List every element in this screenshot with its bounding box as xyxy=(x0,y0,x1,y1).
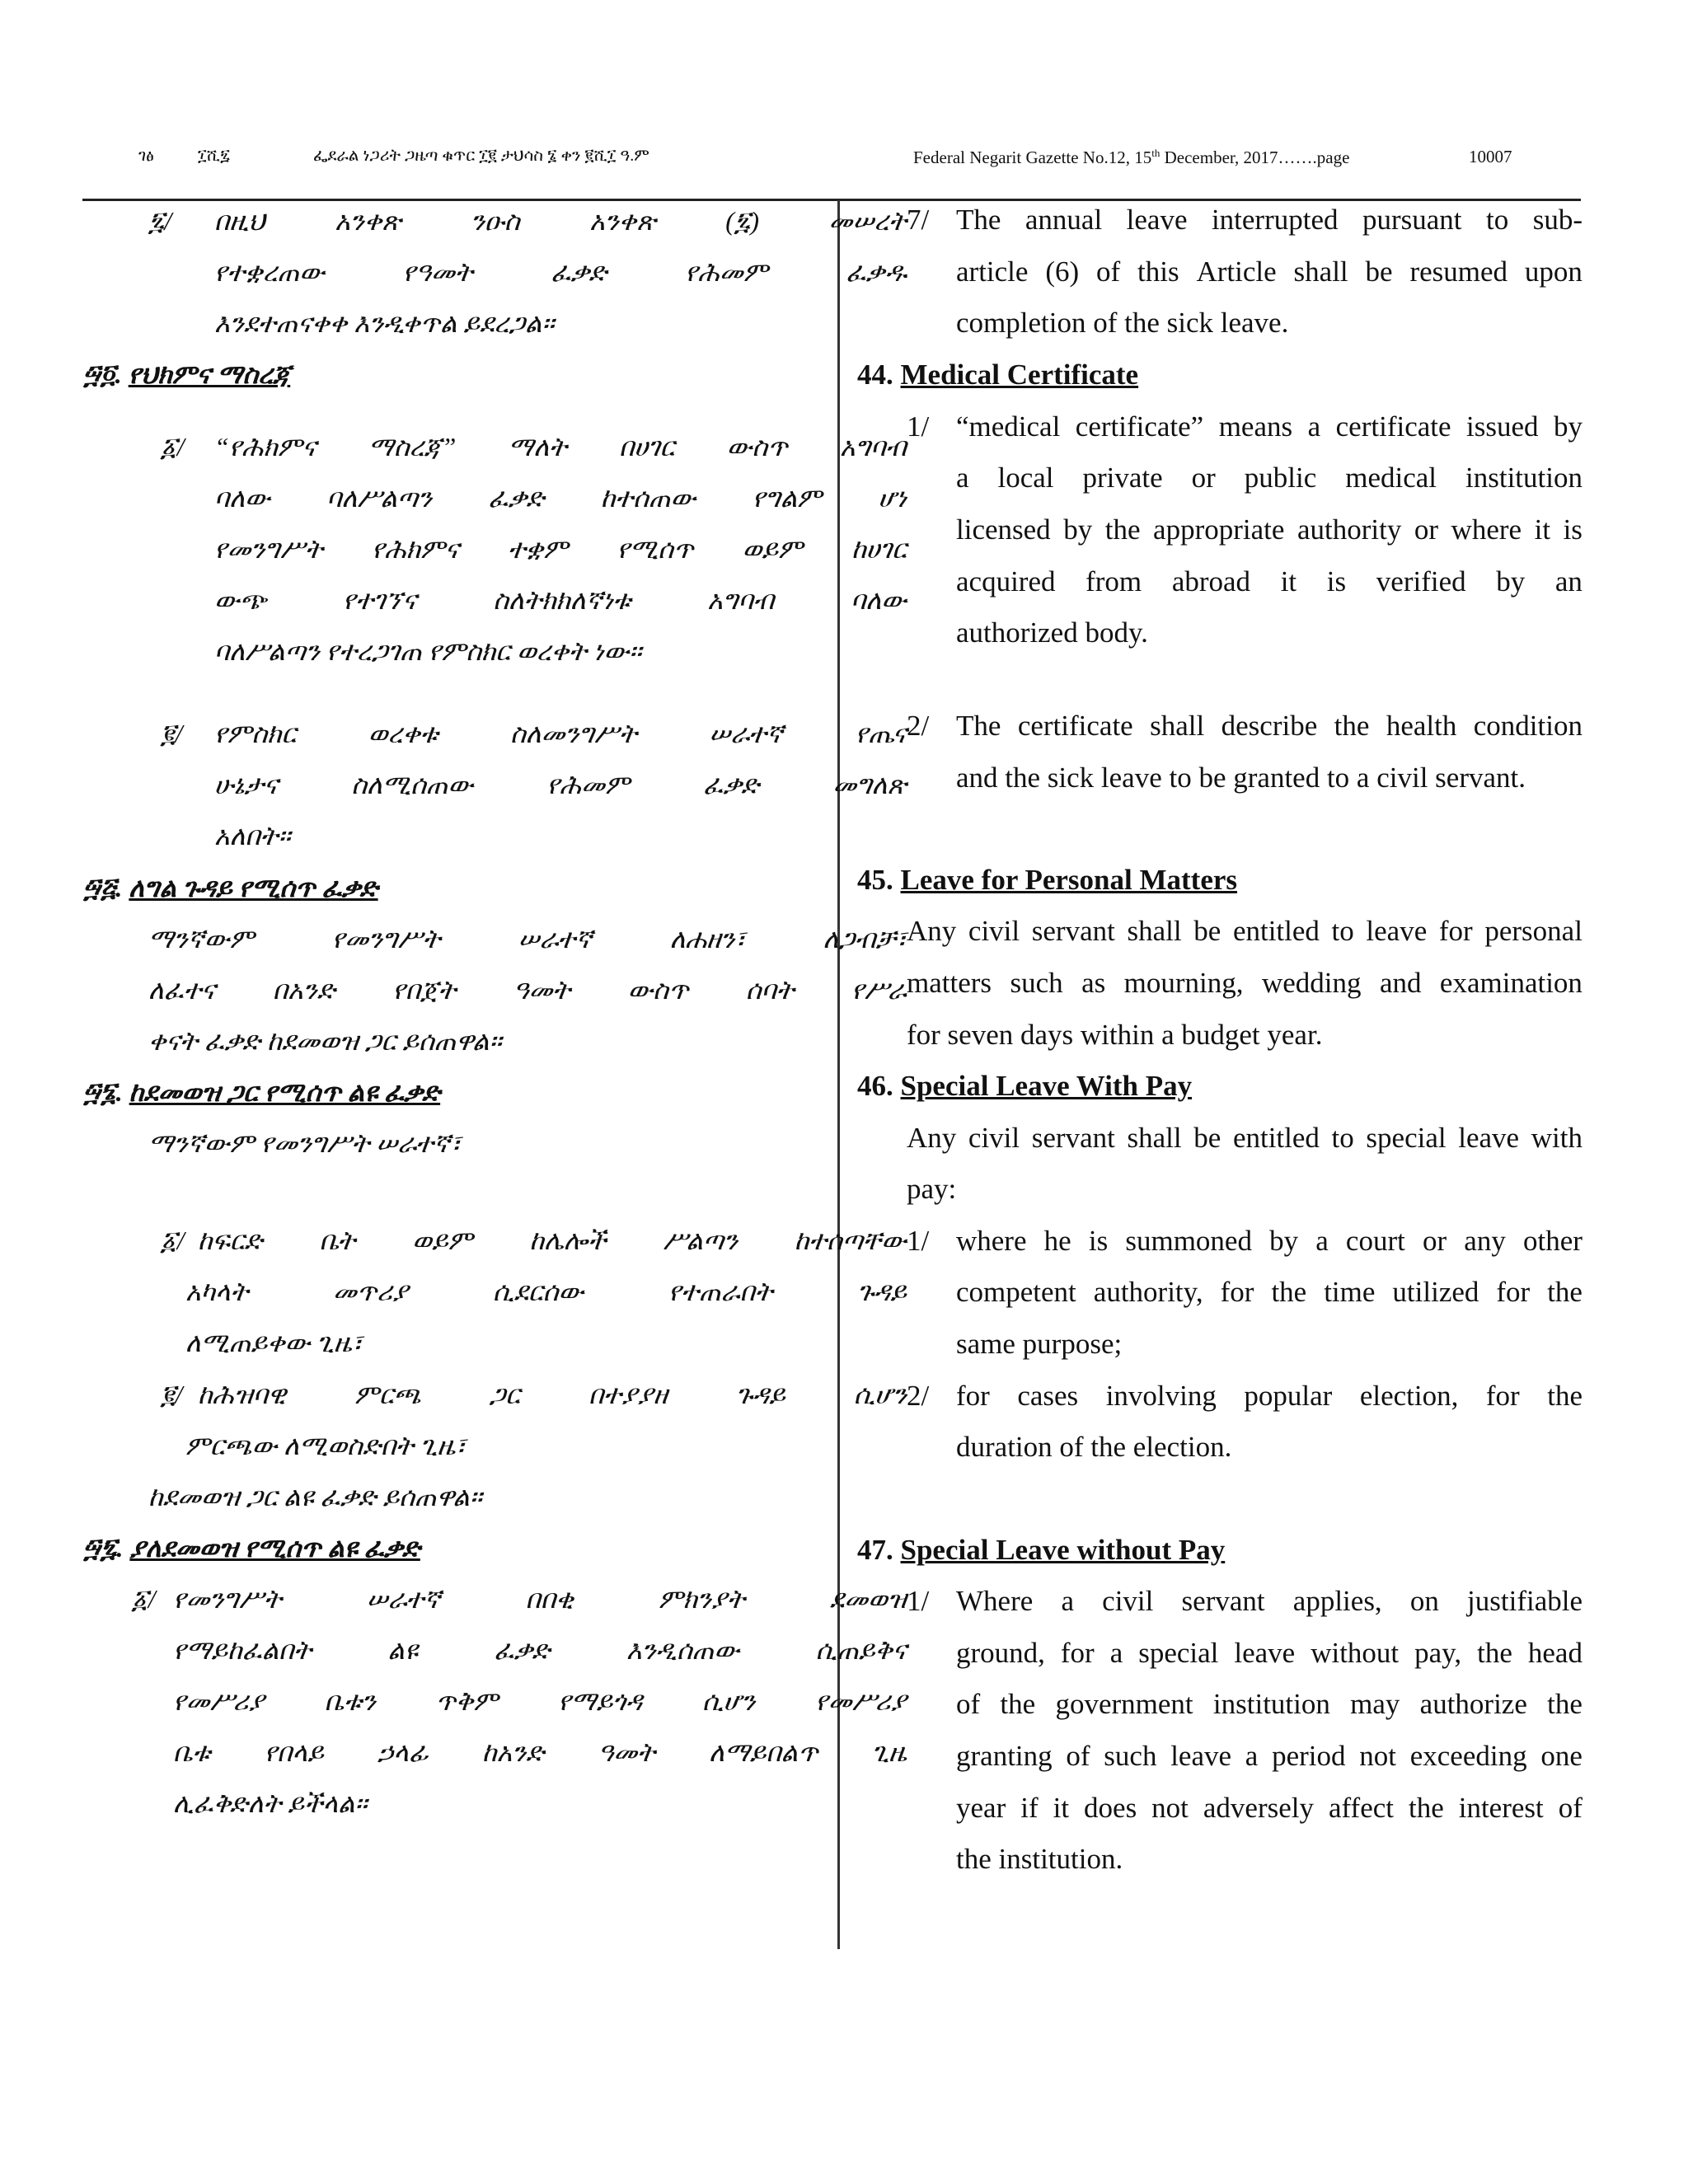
article-heading: ፵፬. የህክምና ማስረጃ xyxy=(82,359,291,389)
paragraph-line: አለበት፡፡ xyxy=(214,821,291,851)
paragraph-line: matters such as mourning, wedding and examination xyxy=(907,967,1582,999)
list-number: ፯/ xyxy=(148,206,172,236)
paragraph-line: ለፈተና በአንድ የበጀት ዓመት ውስጥ ሰባት የሥራ xyxy=(148,975,907,1005)
paragraph-line: የተቋረጠው የዓመት ፈቃድ የሕመም ፈቃዱ xyxy=(214,257,907,287)
paragraph-line: competent authority, for the time utilized for the xyxy=(956,1276,1582,1308)
paragraph-line: and the sick leave to be granted to a civil servant. xyxy=(956,762,1526,794)
header-divider xyxy=(82,199,1581,201)
paragraph-line: የመንግሥት ሠራተኛ በበቂ ምክንያት ደመወዝ xyxy=(173,1584,907,1614)
english-page-number: 10007 xyxy=(1469,147,1512,166)
paragraph-line: for seven days within a budget year. xyxy=(907,1019,1323,1051)
amharic-gazette-title: ፌደራል ነጋሪት ጋዜጣ ቁጥር ፲፪ ታህሳስ ፮ ቀን ፪ሺ፲ ዓ.ም xyxy=(313,147,649,165)
paragraph-line: “የሕክምና ማስረጃ” ማለት በሀገር ውስጥ አግባብ xyxy=(214,432,907,462)
paragraph-line: authorized body. xyxy=(956,616,1148,649)
paragraph-line: The certificate shall describe the health condition xyxy=(956,710,1582,742)
list-number: 1/ xyxy=(907,1225,930,1257)
paragraph-line: የመንግሥት የሕክምና ተቋም የሚሰጥ ወይም ከሀገር xyxy=(214,534,907,564)
paragraph-line: ground, for a special leave without pay, the head xyxy=(956,1637,1582,1669)
list-number: ፩/ xyxy=(132,1584,156,1614)
paragraph-line: granting of such leave a period not exceeding one xyxy=(956,1740,1582,1772)
paragraph-line: The annual leave interrupted pursuant to sub- xyxy=(956,204,1582,236)
list-number: 7/ xyxy=(907,204,930,236)
article-heading: ፵፮. ከደመወዝ ጋር የሚሰጥ ልዩ ፈቃድ xyxy=(82,1077,441,1107)
paragraph-line: የመሥሪያ ቤቱን ጥቅም የማይጎዳ ሲሆን የመሥሪያ xyxy=(173,1686,907,1716)
amharic-page-label: ገፅ xyxy=(138,147,154,165)
paragraph-line: year if it does not adversely affect the interest of xyxy=(956,1792,1582,1824)
article-heading: 45. Leave for Personal Matters xyxy=(857,864,1238,896)
paragraph-line: acquired from abroad it is verified by an xyxy=(956,565,1582,598)
paragraph-line: ባለው ባለሥልጣን ፈቃድ ከተሰጠው የግልም ሆነ xyxy=(214,483,907,513)
paragraph-line: አካላት መጥሪያ ሲደርሰው የተጠራበት ጉዳይ xyxy=(185,1277,907,1306)
paragraph-line: ባለሥልጣን የተረጋገጠ የምስክር ወረቀት ነው፡፡ xyxy=(214,636,642,666)
list-number: 2/ xyxy=(907,710,930,742)
article-heading: ፵፯. ያለደመወዝ የሚሰጥ ልዩ ፈቃድ xyxy=(82,1533,420,1563)
paragraph-line: ማንኛውም የመንግሥት ሠራተኛ ለሐዘን፣ ለጋብቻ፣ xyxy=(148,924,907,954)
paragraph-line: for cases involving popular election, for the xyxy=(956,1380,1582,1412)
paragraph-line: completion of the sick leave. xyxy=(956,307,1289,339)
paragraph-line: ሁኔታና ስለሚሰጠው የሕመም ፈቃድ መግለጽ xyxy=(214,770,907,799)
amharic-page-number: ፲ሺ፯ xyxy=(198,147,231,165)
paragraph-line: where he is summoned by a court or any other xyxy=(956,1225,1582,1257)
article-heading: 47. Special Leave without Pay xyxy=(857,1534,1226,1566)
paragraph-line: Where a civil servant applies, on justifiable xyxy=(956,1585,1582,1617)
paragraph-line: ቤቱ የበላይ ኃላፊ ከአንድ ዓመት ለማይበልጥ ጊዜ xyxy=(173,1737,907,1767)
article-heading: 44. Medical Certificate xyxy=(857,359,1139,391)
article-heading: 46. Special Leave With Pay xyxy=(857,1070,1193,1102)
paragraph-line: የማይከፈልበት ልዩ ፈቃድ እንዲሰጠው ሲጠይቅና xyxy=(173,1635,907,1665)
paragraph-line: በዚህ አንቀጽ ንዑስ አንቀጽ (፯) መሠረት xyxy=(214,206,907,236)
paragraph-line: ቀናት ፈቃድ ከደመወዝ ጋር ይሰጠዋል፡፡ xyxy=(148,1026,502,1056)
list-number: ፩/ xyxy=(161,1226,185,1255)
paragraph-line: pay: xyxy=(907,1173,957,1205)
paragraph-line: Any civil servant shall be entitled to leave for personal xyxy=(907,915,1582,947)
paragraph-line: ከደመወዝ ጋር ልዩ ፈቃድ ይሰጠዋል፡፡ xyxy=(148,1482,482,1511)
english-gazette-title: Federal Negarit Gazette No.12, 15th December, 2017…….page xyxy=(913,147,1350,167)
paragraph-line: ከፍርድ ቤት ወይም ከሌሎች ሥልጣን ከተሰጣቸው xyxy=(198,1226,907,1255)
paragraph-line: a local private or public medical institution xyxy=(956,462,1582,494)
list-number: ፪/ xyxy=(161,719,183,748)
paragraph-line: of the government institution may authorize the xyxy=(956,1688,1582,1720)
list-number: ፩/ xyxy=(161,432,185,462)
paragraph-line: ሊፈቅድለት ይችላል፡፡ xyxy=(173,1788,368,1818)
paragraph-line: ማንኛውም የመንግሥት ሠራተኛ፣ xyxy=(148,1128,462,1158)
paragraph-line: ውጭ የተገኘና ስለትክክለኛነቱ አግባብ ባለው xyxy=(214,585,907,615)
list-number: 1/ xyxy=(907,410,930,443)
paragraph-line: licensed by the appropriate authority or where it is xyxy=(956,513,1582,546)
list-number: ፪/ xyxy=(161,1380,183,1409)
paragraph-line: እንደተጠናቀቀ እንዲቀጥል ይደረጋል፡፡ xyxy=(214,308,555,338)
paragraph-line: “medical certificate” means a certificate issued by xyxy=(956,410,1582,443)
paragraph-line: ምርጫው ለሚወስድበት ጊዜ፣ xyxy=(185,1431,467,1460)
paragraph-line: same purpose; xyxy=(956,1328,1123,1360)
paragraph-line: duration of the election. xyxy=(956,1431,1232,1463)
paragraph-line: Any civil servant shall be entitled to special leave with xyxy=(907,1122,1582,1154)
article-heading: ፵፭. ለግል ጉዳይ የሚሰጥ ፈቃድ xyxy=(82,873,378,902)
paragraph-line: the institution. xyxy=(956,1843,1123,1875)
paragraph-line: ለሚጠይቀው ጊዜ፣ xyxy=(185,1328,363,1357)
paragraph-line: article (6) of this Article shall be resumed upon xyxy=(956,255,1582,288)
paragraph-line: ከሕዝባዊ ምርጫ ጋር በተያያዘ ጉዳይ ሲሆን xyxy=(198,1380,907,1409)
paragraph-line: የምስክር ወረቀቱ ስለመንግሥት ሠራተኛ የጤና xyxy=(214,719,907,748)
list-number: 1/ xyxy=(907,1585,930,1617)
list-number: 2/ xyxy=(907,1380,930,1412)
